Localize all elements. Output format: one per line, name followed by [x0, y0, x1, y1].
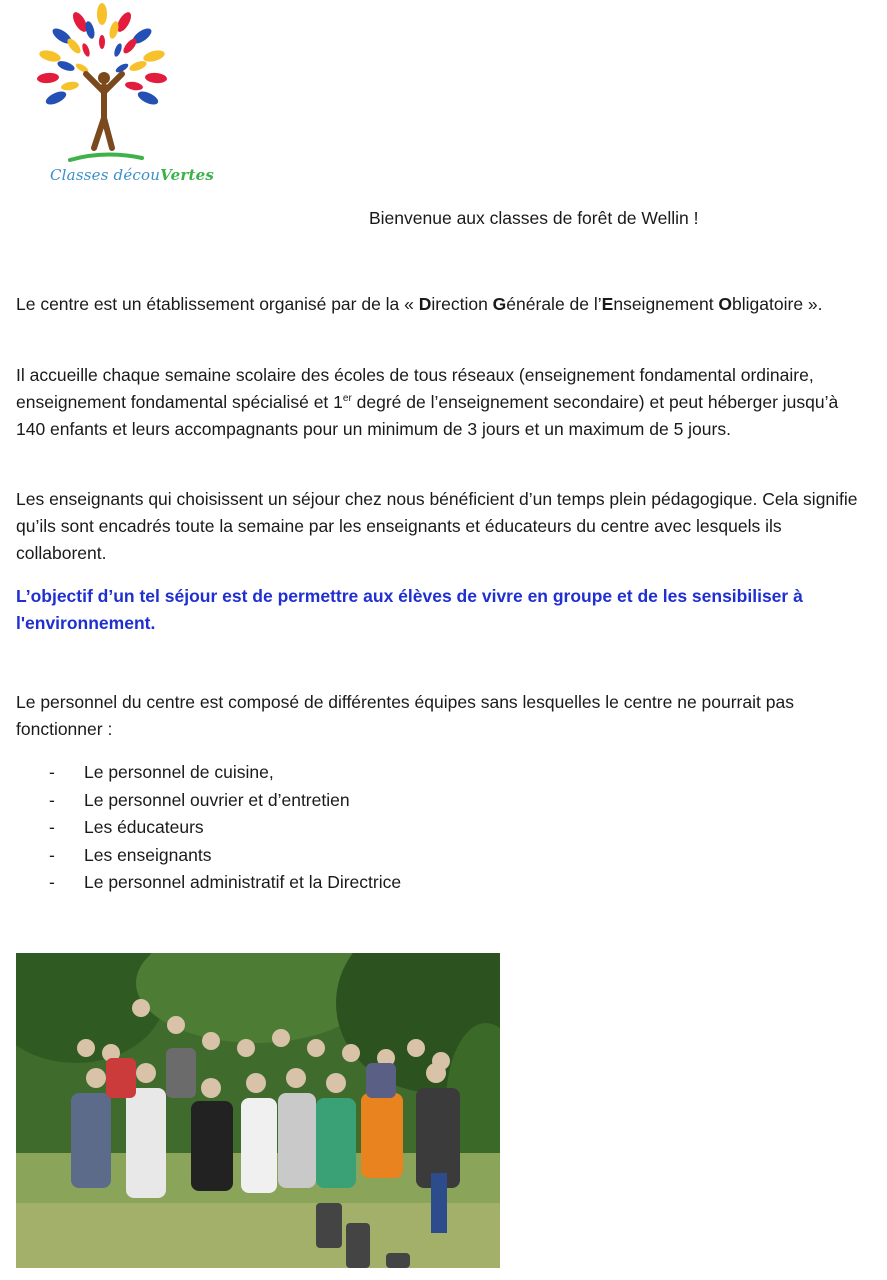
- reception-paragraph: Il accueille chaque semaine scolaire des écoles de tous réseaux (enseignement fondamental ordinaire, enseignement fondamental spécialisé et 1er degré de l’enseignement secondaire) et peut héberger jusqu’à 140 enfants et leurs accompagnants pour un minimum de 3 jours et un maximum de 5 jours.: [16, 365, 839, 439]
- logo-text-part1: Classes décou: [50, 166, 161, 184]
- tree-logo-icon: [20, 0, 190, 165]
- intro-paragraph: Le centre est un établissement organisé par de la « Direction Générale de l’Enseignement Obligatoire ».: [16, 294, 823, 314]
- staff-group-photo: [16, 953, 500, 1268]
- staff-list: [16, 759, 401, 897]
- group-photo-image: [16, 953, 500, 1268]
- list-item: - Le personnel administratif et la Directrice: [49, 872, 402, 892]
- list-item: - Le personnel ouvrier et d’entretien: [49, 789, 350, 810]
- logo: [20, 0, 214, 190]
- logo-text: [50, 166, 214, 184]
- teachers-paragraph: Les enseignants qui choisissent un séjour chez nous bénéficient d’un temps plein pédagogique. Cela signifie qu’ils sont encadrés toute la semaine par les enseignants et éducateurs du centre avec lesquels ils collaborent.: [16, 489, 858, 563]
- staff-paragraph: Le personnel du centre est composé de différentes équipes sans lesquelles le centre ne pourrait pas fonctionner :: [16, 692, 794, 739]
- list-item: - Le personnel de cuisine,: [49, 762, 274, 782]
- objective-paragraph: L’objectif d’un tel séjour est de permettre aux élèves de vivre en groupe et de les sensibiliser à l'environnement.: [16, 586, 803, 633]
- logo-text-part2: Vertes: [160, 166, 214, 184]
- list-item: - Les enseignants: [49, 844, 212, 865]
- list-item: - Les éducateurs: [49, 817, 204, 837]
- welcome-heading: Bienvenue aux classes de forêt de Wellin !: [369, 208, 699, 228]
